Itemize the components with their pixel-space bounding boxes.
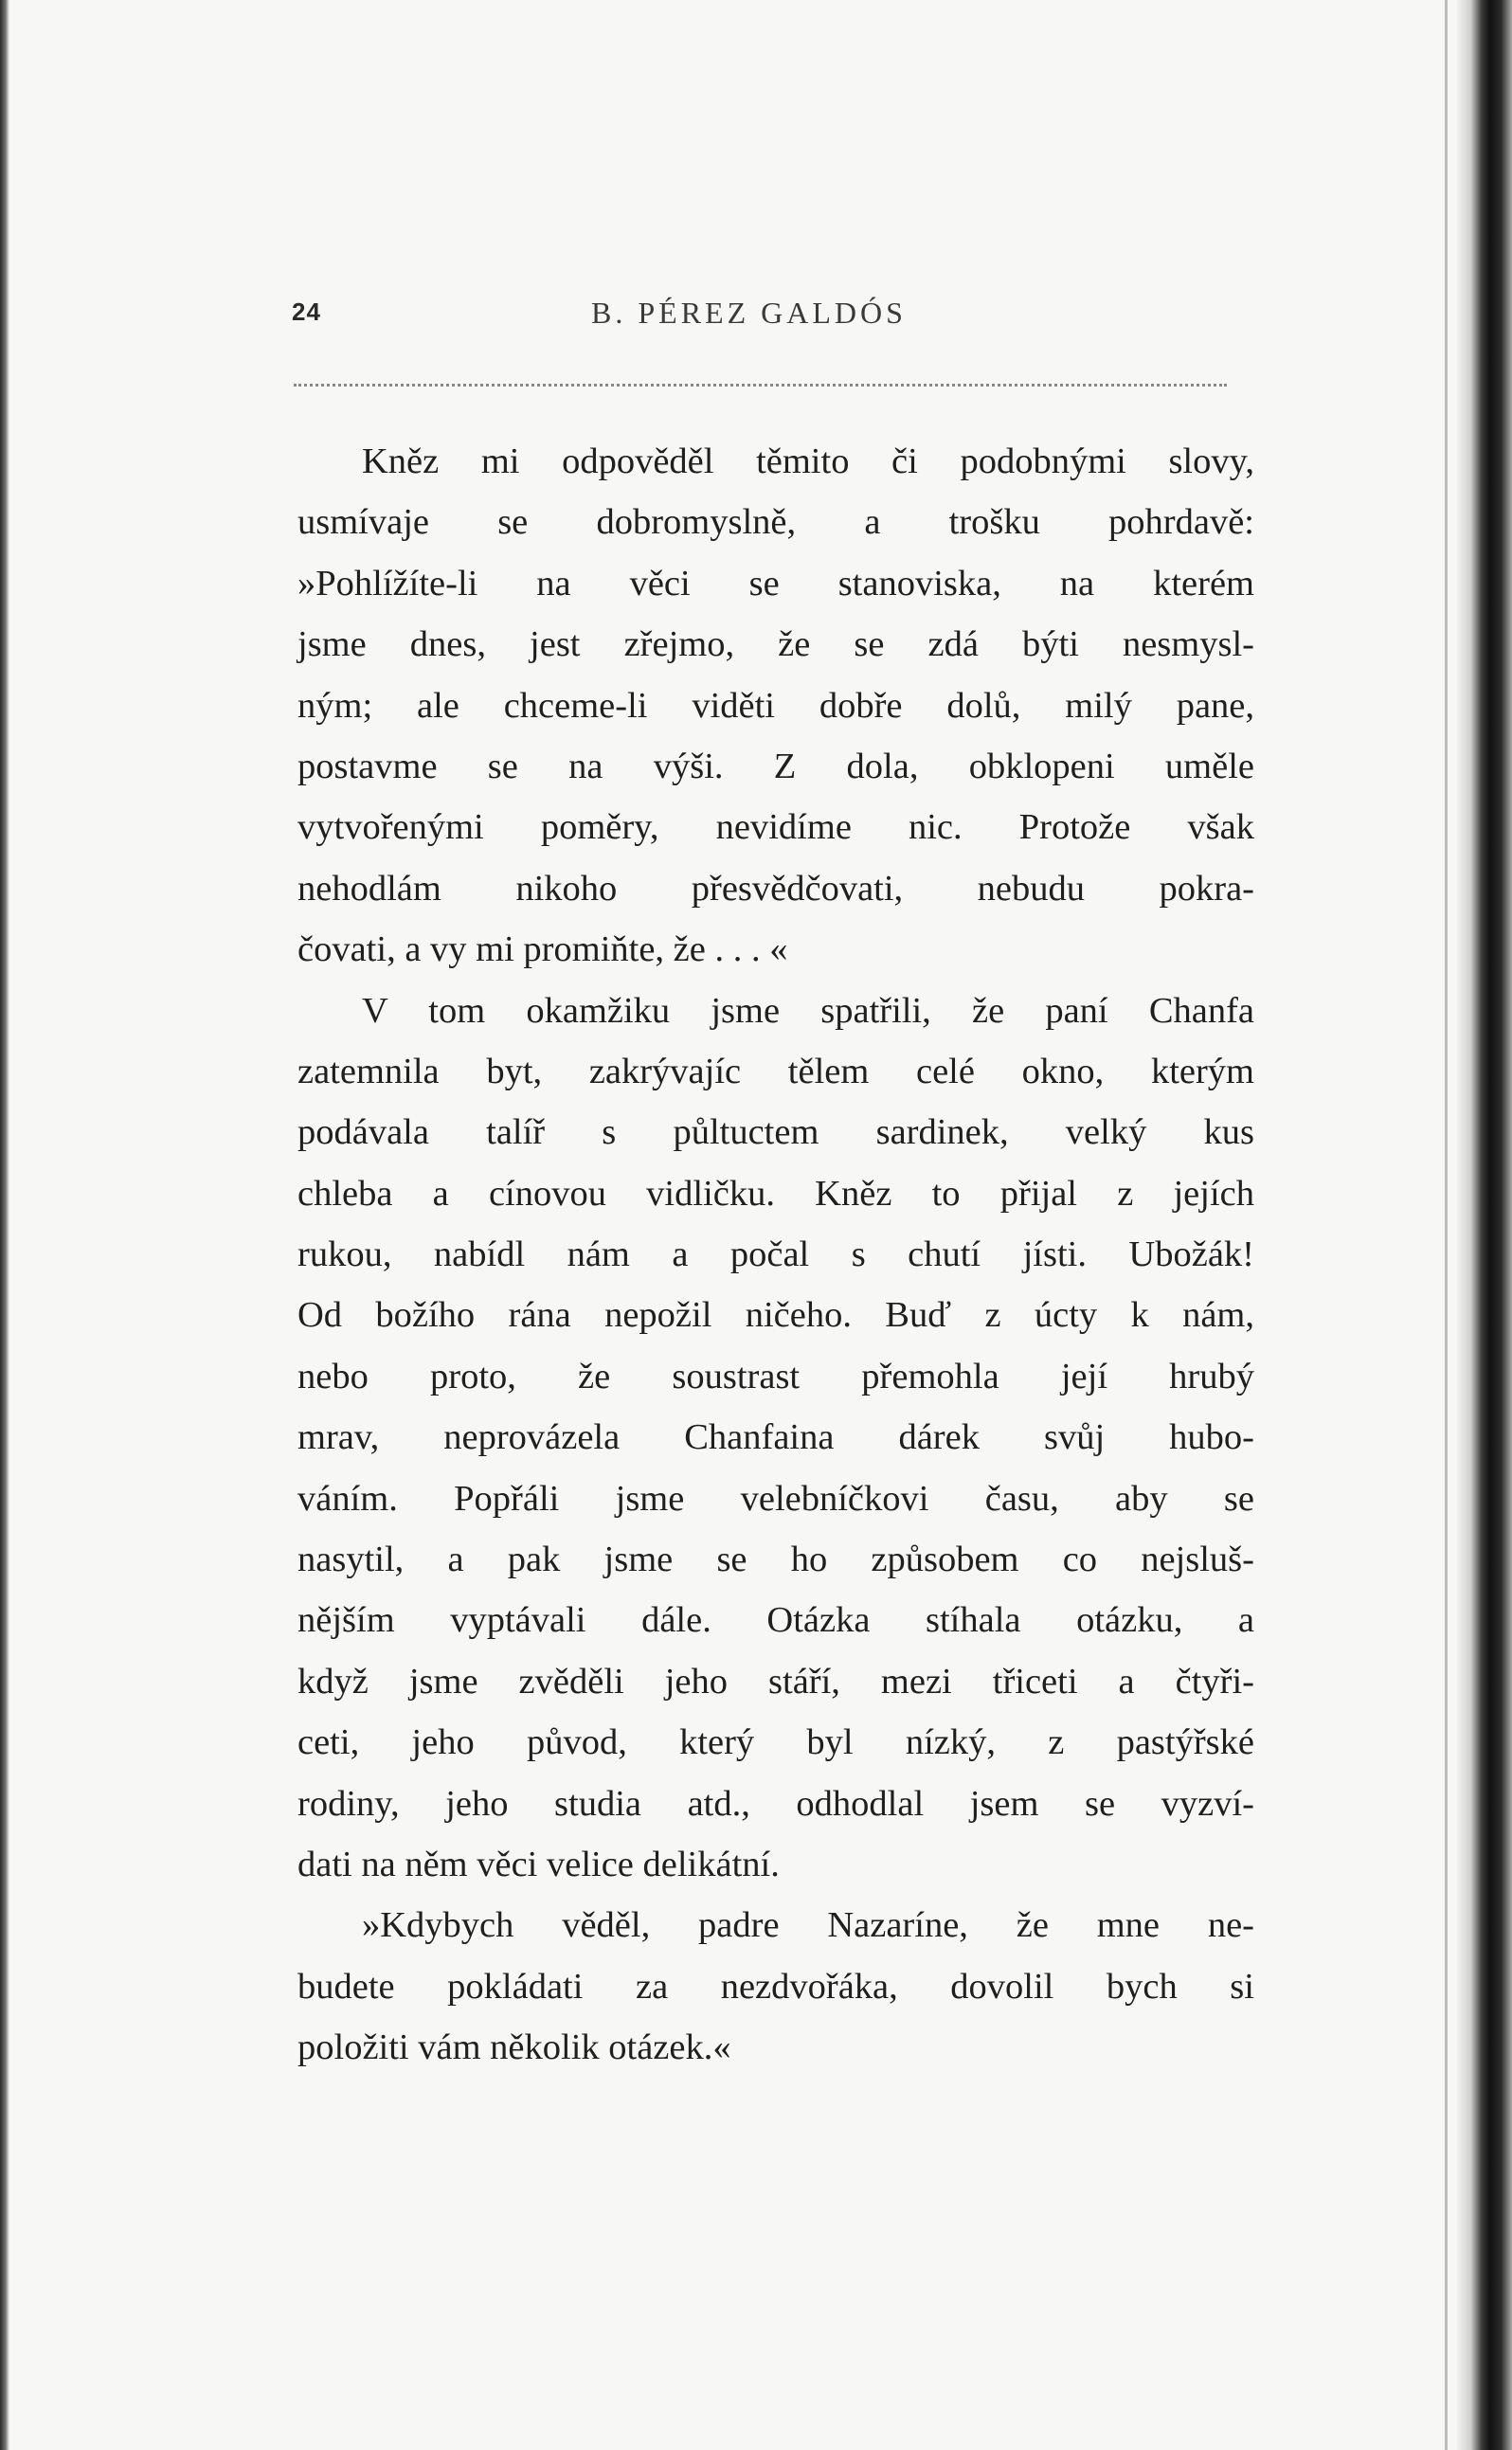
text-line: chleba a cínovou vidličku. Kněz to přijal z jejích xyxy=(297,1173,1254,1214)
text-line: zatemnila byt, zakrývajíc tělem celé okno, kterým xyxy=(297,1051,1254,1091)
text-line: V tom okamžiku jsme spatřili, že paní Chanfa xyxy=(362,990,1254,1031)
text-line: rodiny, jeho studia atd., odhodlal jsem se vyzví- xyxy=(297,1783,1254,1824)
text-line: podávala talíř s půltuctem sardinek, velký kus xyxy=(297,1112,1254,1153)
book-spine-shadow xyxy=(1457,0,1512,2450)
text-line: usmívaje se dobromyslně, a trošku pohrdavě: xyxy=(297,502,1254,543)
text-line: vytvořenými poměry, nevidíme nic. Protože však xyxy=(297,807,1254,848)
text-line: postavme se na výši. Z dola, obklopeni uměle xyxy=(297,746,1254,786)
page-left-edge xyxy=(0,0,9,2450)
text-line: budete pokládati za nezdvořáka, dovolil bych si xyxy=(297,1966,1254,2007)
text-line: rukou, nabídl nám a počal s chutí jísti. Ubožák! xyxy=(297,1234,1254,1275)
text-line: Od božího rána nepožil ničeho. Buď z úcty k nám, xyxy=(297,1295,1254,1336)
text-line: nebo proto, že soustrast přemohla její hrubý xyxy=(297,1356,1254,1396)
text-line: nějším vyptávali dále. Otázka stíhala otázku, a xyxy=(297,1600,1254,1641)
page-fold-line xyxy=(1445,0,1448,2450)
text-line: nasytil, a pak jsme se ho způsobem co nejsluš- xyxy=(297,1540,1254,1580)
page-number: 24 xyxy=(292,297,321,326)
text-line: ceti, jeho původ, který byl nízký, z pastýřské xyxy=(297,1722,1254,1763)
text-line: položiti vám několik otázek.« xyxy=(297,2027,731,2068)
text-line: mrav, neprovázela Chanfaina dárek svůj hubo- xyxy=(297,1417,1254,1458)
text-line: »Pohlížíte-li na věci se stanoviska, na kterém xyxy=(297,563,1254,603)
text-line: dati na něm věci velice delikátní. xyxy=(297,1844,780,1884)
running-title: B. PÉREZ GALDÓS xyxy=(591,296,907,330)
text-line: Kněz mi odpověděl těmito či podobnými slovy, xyxy=(362,441,1254,481)
text-line: nehodlám nikoho přesvědčovati, nebudu pokra- xyxy=(297,868,1254,909)
running-head xyxy=(292,296,1230,343)
text-line: »Kdybych věděl, padre Nazaríne, že mne ne- xyxy=(362,1905,1254,1946)
text-line: čovati, a vy mi promiňte, že . . . « xyxy=(297,929,788,970)
text-line: když jsme zvěděli jeho stáří, mezi třiceti a čtyři- xyxy=(297,1661,1254,1702)
body-text xyxy=(297,431,1254,2079)
text-line: ným; ale chceme-li viděti dobře dolů, milý pane, xyxy=(297,685,1254,726)
text-line: jsme dnes, jest zřejmo, že se zdá býti nesmysl- xyxy=(297,624,1254,665)
header-dotted-rule xyxy=(294,384,1227,387)
text-line: váním. Popřáli jsme velebníčkovi času, aby se xyxy=(297,1478,1254,1519)
